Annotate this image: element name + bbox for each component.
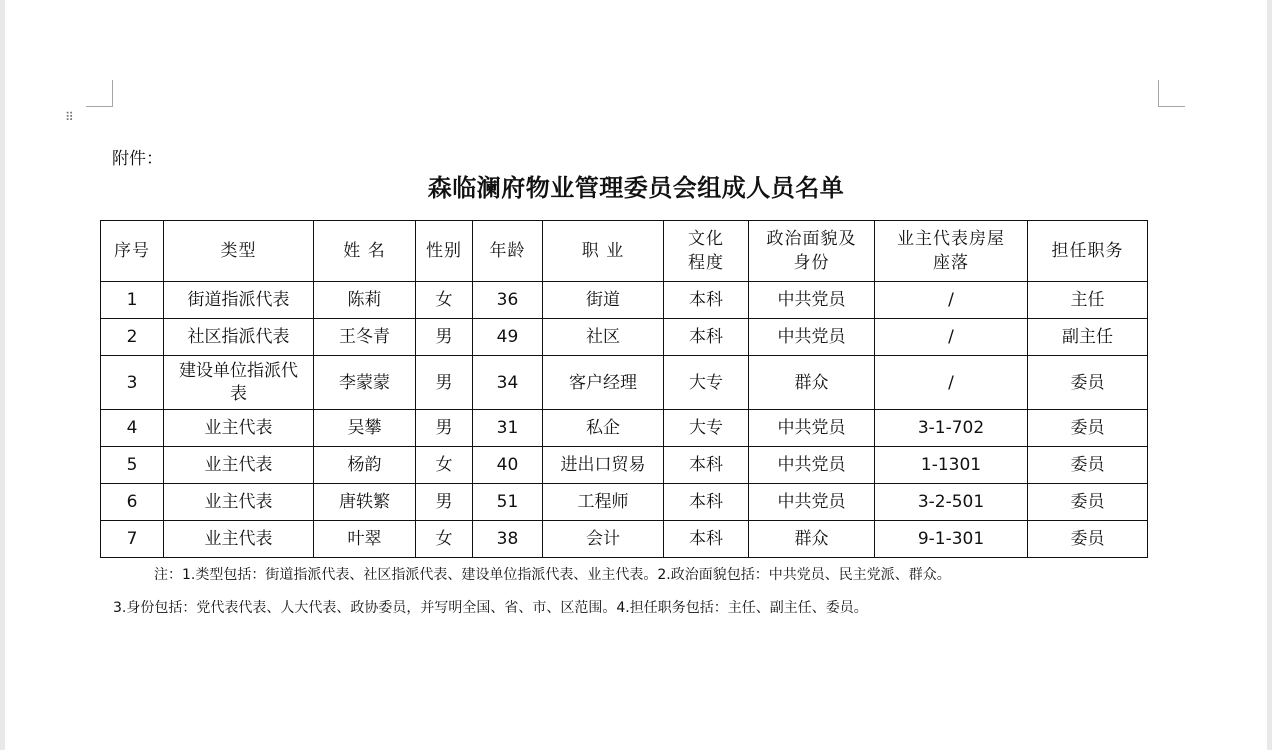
table-cell: 群众 [749, 521, 875, 558]
table-cell: 本科 [664, 319, 749, 356]
table-cell: 本科 [664, 447, 749, 484]
table-cell: 男 [416, 319, 473, 356]
table-cell: 36 [473, 282, 543, 319]
table-cell: 进出口贸易 [543, 447, 664, 484]
table-cell: 工程师 [543, 484, 664, 521]
table-cell: 副主任 [1028, 319, 1148, 356]
table-cell: 主任 [1028, 282, 1148, 319]
table-cell: 6 [101, 484, 164, 521]
table-cell: 34 [473, 356, 543, 410]
table-cell: 大专 [664, 410, 749, 447]
table-cell: / [875, 356, 1028, 410]
table-cell: 委员 [1028, 410, 1148, 447]
table-cell: 建设单位指派代表 [164, 356, 314, 410]
table-cell: 委员 [1028, 521, 1148, 558]
table-cell: 大专 [664, 356, 749, 410]
table-row [101, 356, 1148, 410]
table-cell: 男 [416, 356, 473, 410]
table-cell: / [875, 319, 1028, 356]
table-cell: 群众 [749, 356, 875, 410]
table-cell: 委员 [1028, 356, 1148, 410]
table-cell: 本科 [664, 521, 749, 558]
column-header: 序号 [101, 221, 164, 282]
table-cell: 社区指派代表 [164, 319, 314, 356]
margin-corner-top-left [86, 80, 113, 107]
column-header: 姓 名 [314, 221, 416, 282]
table-cell: 女 [416, 282, 473, 319]
table-cell: 4 [101, 410, 164, 447]
table-cell: 私企 [543, 410, 664, 447]
table-cell: 唐轶繁 [314, 484, 416, 521]
table-note-line-2: 3.身份包括：党代表代表、人大代表、政协委员，并写明全国、省、市、区范围。4.担任职务包括：主任、副主任、委员。 [113, 600, 868, 616]
column-header: 政治面貌及 身份 [749, 221, 875, 282]
table-cell: 叶翠 [314, 521, 416, 558]
column-header: 文化 程度 [664, 221, 749, 282]
table-cell: 女 [416, 521, 473, 558]
table-cell: 49 [473, 319, 543, 356]
table-cell: 51 [473, 484, 543, 521]
table-cell: 中共党员 [749, 447, 875, 484]
table-cell: 本科 [664, 282, 749, 319]
table-cell: 陈莉 [314, 282, 416, 319]
table-row [101, 447, 1148, 484]
table-note-line-1: 注：1.类型包括：街道指派代表、社区指派代表、建设单位指派代表、业主代表。2.政治面貌包括：中共党员、民主党派、群众。 [154, 567, 951, 583]
table-cell: 3-1-702 [875, 410, 1028, 447]
table-cell: 男 [416, 410, 473, 447]
table-row [101, 484, 1148, 521]
table-cell: 委员 [1028, 447, 1148, 484]
table-cell: 业主代表 [164, 410, 314, 447]
table-row [101, 521, 1148, 558]
table-cell: 本科 [664, 484, 749, 521]
table-cell: 杨韵 [314, 447, 416, 484]
table-cell: 3-2-501 [875, 484, 1028, 521]
column-header: 职 业 [543, 221, 664, 282]
table-cell: 中共党员 [749, 282, 875, 319]
table-cell: 38 [473, 521, 543, 558]
table-cell: 王冬青 [314, 319, 416, 356]
table-cell: / [875, 282, 1028, 319]
table-cell: 街道指派代表 [164, 282, 314, 319]
table-cell: 男 [416, 484, 473, 521]
table-header-row [101, 221, 1148, 282]
table-cell: 委员 [1028, 484, 1148, 521]
table-cell: 吴攀 [314, 410, 416, 447]
table-cell: 2 [101, 319, 164, 356]
column-header: 担任职务 [1028, 221, 1148, 282]
table-cell: 街道 [543, 282, 664, 319]
margin-corner-top-right [1158, 80, 1185, 107]
table-cell: 3 [101, 356, 164, 410]
table-cell: 业主代表 [164, 521, 314, 558]
table-cell: 女 [416, 447, 473, 484]
table-cell: 中共党员 [749, 484, 875, 521]
table-cell: 31 [473, 410, 543, 447]
member-table [100, 220, 1148, 558]
table-cell: 1 [101, 282, 164, 319]
column-header: 业主代表房屋 座落 [875, 221, 1028, 282]
table-cell: 会计 [543, 521, 664, 558]
table-cell: 40 [473, 447, 543, 484]
table-cell: 5 [101, 447, 164, 484]
table-cell: 7 [101, 521, 164, 558]
table-cell: 客户经理 [543, 356, 664, 410]
table-cell: 9-1-301 [875, 521, 1028, 558]
column-header: 年龄 [473, 221, 543, 282]
table-cell: 社区 [543, 319, 664, 356]
document-title: 森临澜府物业管理委员会组成人员名单 [427, 174, 845, 202]
table-cell: 1-1301 [875, 447, 1028, 484]
column-header: 性别 [416, 221, 473, 282]
table-row [101, 282, 1148, 319]
table-cell: 业主代表 [164, 447, 314, 484]
table-cell: 李蒙蒙 [314, 356, 416, 410]
table-cell: 中共党员 [749, 410, 875, 447]
table-row [101, 410, 1148, 447]
attachment-label: 附件： [112, 149, 163, 169]
table-cell: 中共党员 [749, 319, 875, 356]
table-cell: 业主代表 [164, 484, 314, 521]
drag-handle-icon[interactable]: ⠿ [65, 110, 75, 124]
column-header: 类型 [164, 221, 314, 282]
document-page [5, 0, 1267, 750]
table-row [101, 319, 1148, 356]
